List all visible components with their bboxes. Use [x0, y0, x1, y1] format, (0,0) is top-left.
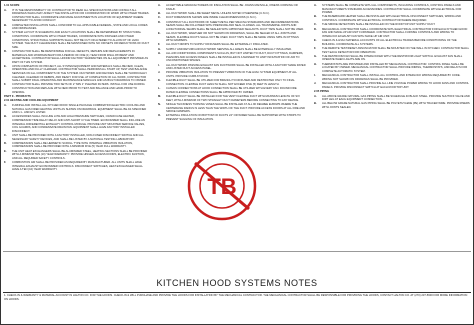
- note-item: [314, 15, 470, 22]
- note-item: [4, 134, 150, 141]
- note-marker: K.: [158, 79, 161, 83]
- note-text: ALL DUCTWORK, WHETHER OR NOT SHOWN ON DRAWINGS, SHALL BE SEALED AT ALL JOINTS AND SEAMS. FLEXIBLE DUCTS SHALL NOT BE USED. DUCT TAPS SHALL BE MADE USING SPIN-IN FITTINGS WITH DAMPERS.: [166, 32, 299, 43]
- notes-column-3: [314, 4, 470, 250]
- note-item: [314, 55, 470, 62]
- note-item: [314, 23, 470, 27]
- note-text: CANVAS CONNECTIONS AT HOOD CONNECTION SHALL BE UTILIZED WITH EVERY FAN. ROUND FIRE RATED FLEXIBLE CONNECTIONS SHALL BE APPROVED BY OWNER.: [166, 87, 297, 94]
- note-marker: A.: [4, 8, 7, 12]
- note-text: FLEXIBLE DUCT SHALL BE INSTALLED FOR THE VENT FLEXIBLE DUCT WITH MAXIMUM LENGTH OF SIX FEET, WITH A MINIMUM OF TWO STRAIGHT DUCT DIAMETERS BEFORE CONNECTING TO ANY DEVICE.: [166, 95, 300, 102]
- note-marker: N.: [158, 103, 161, 107]
- note-text: SUPPLY AND RETURN AIR DUCTWORK SERVING ALL AREAS SHALL BE EXTERNALLY INSULATED.: [166, 47, 292, 51]
- note-item: [158, 87, 306, 94]
- note-text: SINGLE THICKNESS TURNING VANES SHALL BE INSTALLED AT ALL 90 DEGREE ELBOWS WHERE THE CENTERLINE RADIUS IS LESS THAN THE WIDTH OF THE DUCT. PROVIDE ACCESS DOORS AT ALL FIRE AND SMOKE DAMPERS.: [166, 103, 305, 114]
- note-text: PROVIDE VIBRATION ISOLATION TO PREVENT VIBRATION OF THE HVAC SYSTEM EQUIPMENT AT ALL UNITS. PROVIDE CURB AT ROOF.: [166, 71, 297, 79]
- note-text: CONTRACTOR SHALL BE RESPONSIBLE FOR ALL DEFECTS, REPAIRS AND REPLACEMENTS IN MATERIALS AND WORKMANSHIP FOR A PERIOD OF ONE (1) YEAR FROM FINAL PAYMENT AND ACCEPTANCE. CONTRACTOR SHALL HONOR FACTORY WARRANTIES ON ALL EQUIPMENT PROVIDED AS PART OF THIS SYSTEM.: [12, 49, 149, 64]
- note-marker: C.: [314, 23, 317, 27]
- note-marker: A.: [314, 4, 317, 7]
- note-text: COMPRESSORS SHALL BE HERMETIC SCROLL TYPE WITH INTERNAL VIBRATION ISOLATION, COMPRESSORS SHALL BE PROVIDED WITH A MINIMUM FIVE (5) YEAR FULL WARRANTY.: [12, 141, 133, 149]
- note-text: CONSTRUCT ALL DUCTWORK OF SHEET METAL PER SMACNA STANDARDS AND RECOMMENDATIONS. SEAMS SHALL BE FOLLOWED WITH PRESSURE AND SEAL CLASSES. ALL TRANSVERSE JOINTS AND LONGITUDINAL SEAMS SHALL BE SEALED WITH APPROVED SEALANTS. DUCT TAPE SHALL NOT BE USED.: [166, 20, 304, 31]
- note-text: THERMOSTATS ARE PROVIDED AND INSTALLED BY MECHANICAL CONTRACTOR. CONTROL PANEL SHALL BE LOCATED BY OWNER. MECHANICAL CONTRACTOR SHALL PROVIDE WIRING, THERMOSTATS, AND RELAYS FOR COMPLETE AUTOMATIC SYSTEM.: [322, 62, 468, 73]
- note-item: [314, 28, 470, 39]
- note-item: [158, 95, 306, 102]
- note-text: ALL DUCTWORK PASSING EXHAUST FAN DUCTWORK SHALL BE INSTALLED WITH A FACTORY MADE RATED AND LISTED DUCT ACCESS PANEL.: [166, 63, 306, 71]
- note-text: MECHANICAL CONTRACTOR SHALL PROVIDE ALL LINE VOLTAGE POWER WIRING TO HOOD FANS AND CONTROL PANELS. PROVIDE DISCONNECT SWITCH AT EACH ROOFTOP UNIT.: [322, 82, 469, 89]
- note-item: [4, 83, 150, 94]
- note-item: [158, 43, 306, 47]
- section-heading: 2.05 PIPING: [314, 90, 330, 93]
- note-marker: F.: [4, 83, 7, 87]
- note-item: [314, 47, 470, 54]
- title-divider: [3, 292, 471, 293]
- note-marker: G.: [158, 47, 161, 51]
- note-marker: D.: [4, 141, 7, 145]
- note-item: [158, 64, 306, 71]
- note-item: [158, 103, 306, 114]
- note-text: FURNISH AND INSTALL ALL KITCHEN ROOF SINGLE PACKAGE COMBINATION ELECTRIC COOLING AND NATURAL GAS FIRED HEATING UNITS AS SHOWN ON DRAWINGS. EQUIPMENT SHALL BE AS SPECIFIED AND U.L. AND ETL LISTED.: [12, 104, 147, 115]
- stamp-letters: TB: [207, 174, 237, 199]
- note-marker: H.: [158, 52, 161, 56]
- note-text: THE UNIT HEAT EXCHANGERS SHALL BE ALUMINIZED STEEL, HEATING SECTIONS SHALL BE PROVIDED WITH A MINIMUM TEN (10) YEAR WARRANTY. PROVIDE HINGED ACCESS DOORS, ELECTRIC IGNITION, AND ALL REQUIRED SAFETY CONTROLS.: [12, 149, 148, 160]
- note-marker: J.: [158, 71, 161, 75]
- note-marker: C.: [4, 31, 7, 35]
- items-1a: [4, 9, 150, 95]
- note-marker: I.: [158, 63, 160, 67]
- page-title: KITCHEN HOOD SYSTEMS NOTES: [156, 278, 318, 288]
- note-item: [158, 16, 306, 20]
- note-marker: F.: [314, 47, 317, 50]
- note-item: [314, 4, 470, 15]
- items-1b: [4, 104, 150, 172]
- note-text: ACCEPTABLE MANUFACTURERS OF INSULATION SHALL BE: JOHNS MANVILLE, OWENS CORNING OR KNAUF.: [166, 4, 298, 11]
- note-item: [4, 24, 150, 31]
- note-marker: I.: [314, 74, 316, 78]
- note-marker: C.: [158, 16, 161, 20]
- note-text: ALL ABOVE GRADE NATURAL GAS PIPING SHALL BE SCHEDULE 40 BLACK STEEL. PROVIDE SHUTOFF VALVE AND DIRT LEG AT EACH EQUIPMENT CONNECTION.: [322, 94, 470, 102]
- items-3a: [314, 4, 470, 89]
- note-text: FLEXIBLE DUCT SHALL BE UTILIZED FOR BRANCH TO DIFFUSER AND RESTRICTED ONLY TO FINAL CONNECTION. FLEXIBLE DUCT LENGTH SHALL NOT EXCEED FIVE (5) FEET IN LENGTH.: [166, 79, 295, 86]
- note-marker: B.: [314, 15, 317, 19]
- note-item: [314, 74, 470, 81]
- note-text: COMBUSTION AIR SHALL BE PROVIDED AS REQUIRED BY MANUFACTURER. ALL UNITS SHALL HAVE INTEGRAL EXHAUST ECONOMIZER CONTROLS. DISCONNECT SWITCHES, HEAT EXCHANGER SHALL HAVE A TEN (10) YEAR WARRANTY.: [12, 161, 143, 172]
- note-item: [158, 114, 306, 121]
- note-item: [314, 39, 470, 46]
- note-item: [4, 104, 150, 115]
- note-marker: E.: [314, 39, 317, 43]
- note-text: SYSTEMS SHALL BE COMPLETE WITH ALL COMPONENTS, INCLUDING CONTROLS, CONTROL PANELS AND MANUFACTURER'S STANDARD ACCESSORIES. CONTRACTOR SHALL COORDINATE WITH ELECTRICAL FOR POWER.: [322, 4, 462, 15]
- note-item: [314, 102, 470, 109]
- note-text: CHECK-IN & HVAC MATERIAL ACCOUNTS OF ALL ELECTRICAL TRADES BEFORE CONDITIONING OF THE BUILDING. COORDINATE ALL SYSTEMS.: [322, 39, 457, 46]
- note-item: [158, 48, 306, 52]
- note-marker: H.: [314, 62, 317, 66]
- note-marker: E.: [4, 149, 7, 153]
- note-text: ALL BELOW GRADE NATURAL GAS PIPING SHALL BE POLYETHYLENE (PE) WITH TRACER WIRE. PROVIDE RISERS WITH JOINTS SEALED.: [322, 102, 470, 109]
- note-text: MECHANICAL CONTRACTOR SHALL COORDINATE WITH ELECTRICAL CONTRACTOR FOR EACH KITCHEN HOOD FAN AND MAKE-UP AIR UNIT FURNISHED. CONTRACTOR SHALL FURNISH CONTROLS AND WIRING TO INTERLOCK EXHAUST FAN WITH MAKE-UP AIR UNIT.: [322, 27, 468, 38]
- note-item: [4, 115, 150, 133]
- note-item: [4, 65, 150, 83]
- note-text: IT IS THE RESPONSIBILITY OF CONTRACTOR TO READ ALL SPECIFICATIONS AND CONSULT ALL DRAWINGS WHICH MAY AFFECT THE INSTALLATION OR COORDINATION OF WORK WITH OTHER TRADES. CONTRACTOR SHALL COORDINATE AND MAKE ADJUSTMENTS IN LOCATION OF EQUIPMENT WHERE NECESSARY TO AVOID CONFLICT.: [12, 8, 150, 23]
- note-item: [158, 21, 306, 32]
- items-3b: [314, 95, 470, 110]
- note-marker: M.: [158, 95, 161, 99]
- note-text: MECHANICAL CONTRACTOR SHALL INSTALL ALL CONTROL AND INTERLOCK WIRING REQUIRED BY CODE. WIRING NOT SHOWN ON DRAWINGS SHALL BE PROVIDED.: [322, 74, 461, 81]
- note-item: [314, 82, 470, 89]
- note-text: UPON COMPLETION OF PROJECT, ALL SYSTEM EQUIPMENT AND MATERIALS SHALL BE NEW, CLEAN, OPERATING AND FULLY CHARGED. CONTRACTOR SHALL PERFORM ALL START UP, TEST AND BALANCE SERVICES ON ALL COMPONENTS OF THE SYSTEM. DUCTWORK AND DEVICES SHALL BE THOROUGHLY CLEANED, CLEARED OF DEBRIS, AND READY FOR USE. AT COMPLETION OF ALL WORK, CONTRACTOR SHALL SUBMIT FINAL OPERATING AND MAINTENANCE MANUALS AND AS BUILT DRAWINGS TO OWNER.: [12, 64, 148, 83]
- note-item: [4, 31, 150, 49]
- note-text: CONTRACTOR SHALL PROVIDE TWO SETS OF 2" MIN 1" PLEATED FILTERS. INSTALL FOR USE DURING CONSTRUCTION AND REPLACE WITH NEW PRIOR TO TEST AND BALANCE AND HAND-PRIOR TO OPENING.: [12, 83, 145, 94]
- note-text: THE RESTROOM FAN SHALL BE INTERLOCKED WITH THE RESTROOM LIGHT SWITCH. EXHAUST FAN SHALL OPERATE WHEN LIGHTS ARE ON.: [322, 54, 463, 62]
- section-heading: PART II - PRODUCTS: [4, 94, 31, 98]
- note-item: [158, 79, 306, 86]
- note-marker: B.: [158, 11, 161, 15]
- note-item: [4, 150, 150, 161]
- note-text: EXTERNAL INSULATION ON BOTTOM OF DUCTS 24" OR WIDER SHALL BE SUPPORTED WITH STRIPS TO PREVENT SAGGING OF INSULATION.: [166, 114, 301, 122]
- note-item: [4, 161, 150, 172]
- note-item: [158, 4, 306, 11]
- note-marker: L.: [158, 87, 161, 91]
- note-marker: D.: [158, 20, 161, 24]
- note-marker: F.: [158, 43, 161, 47]
- note-marker: A.: [4, 104, 7, 107]
- note-item: [4, 142, 150, 149]
- note-marker: O.: [158, 114, 161, 118]
- note-marker: A.: [158, 4, 161, 7]
- note-marker: C.: [4, 133, 7, 137]
- note-text: DUCT DIMENSIONS SHOWN ARE INSIDE CLEAR DIMENSIONS (U.N.O.).: [166, 16, 258, 20]
- note-text: THE SMOKE DETECTORS SHALL BE INSTALLED ON THE ROOFTOP UNIT SUPPLY DUCT.: [322, 23, 436, 27]
- note-marker: B.: [314, 102, 317, 106]
- note-item: [158, 71, 306, 78]
- notes-column-1: [4, 4, 150, 250]
- note-marker: D.: [4, 49, 7, 53]
- note-text: SYSTEM LAYOUT IS SCHEMATIC AND EXACT LOCATIONS SHALL BE DETERMINED BY STRUCTURAL CONDITIONS. COORDINATE WITH OTHER TRADES, COORDINATE WITH FINISHES AND OTHER CONDITIONS. STRUCTURAL SUPPORTS SHALL NOT BE CUT OR ALTERED TO ALLOW FIT OF HVAC SYSTEM. THE DUCT CLEARANCES SHALL BE MAINTAINED WITH NO OFFSETS OR REDUCTIONS OF DUCT SIZE.: [12, 31, 150, 49]
- engineer-seal-stamp: [187, 151, 257, 221]
- note-marker: B.: [4, 23, 7, 27]
- note-text: THE BASEBOARD HEATER SHALL BE INSTALLED WITH ELECTRICAL DISCONNECT SWITCHES, WIRING AND CONTROLS. COORDINATE WITH ELECTRICAL CONTRACTOR WHERE REQUIRED.: [322, 15, 461, 22]
- note-marker: J.: [314, 82, 317, 86]
- note-text: COMPLETED INSTALLATION SHALL CONFORM TO ALL APPLICABLE FEDERAL, STATE AND LOCAL CODES AND ORDINANCES.: [12, 23, 148, 31]
- subsection-heading: 2.01 HEATING AND COOLING EQUIPMENT: [4, 99, 59, 103]
- note-marker: E.: [158, 32, 161, 36]
- note-marker: B.: [4, 115, 7, 119]
- note-text: ALL DUCT DROPS TO SUPPLY DIFFUSERS SHALL BE EXTERNALLY INSULATED.: [166, 43, 269, 47]
- note-item: [314, 95, 470, 102]
- note-marker: D.: [314, 27, 317, 31]
- note-item: [314, 63, 470, 74]
- items-2a: [158, 4, 306, 122]
- note-text: ACCESSORIES SHALL INCLUDE LOW AND HIGH PRESSURE SWITCHES, CRANKCASE HEATER, COMPRESSOR TIME DELAY RELAY AND ANTI-SHORT CYCLE TIMER. ECONOMIZER SHALL INCLUDE AN INTEGRAL DIFFERENTIAL ENTHALPY CONTROL MODULE. PROVIDE UNIT MOUNTED SERVICE VALVES, COIL GUARDS, AND CONDENSATE DRAIN PAN. EQUIPMENT SHALL HAVE FACTORY INSTALLED DISCONNECT.: [12, 115, 145, 133]
- note-text: THE REMOTE TEST/RESET ANNUNCIATOR SHALL BE MOUNTED ON THE WALL IN KITCHEN. CONTRACTOR SHALL TEST EACH DETECTOR FOR OPERATION.: [322, 47, 469, 54]
- note-text: UNIT SHALL BE PROVIDED WITH A FACTORY INSTALLED, NON-FUSED DISCONNECT SWITCH AND ALL NECESSARY SAFETY DEVICES, AND SHALL BE LISTED BY A NATIONAL TESTING LABORATORY.: [12, 133, 144, 141]
- note-marker: F.: [4, 161, 7, 165]
- note-text: ALL DUCTWORK SHALL BE SHEET METAL UNLESS NOTED OTHERWISE (U.N.O.).: [166, 11, 270, 15]
- note-item: [158, 12, 306, 16]
- section-heading: 1.01 SCOPE: [4, 4, 20, 7]
- note-item: [158, 52, 306, 63]
- note-item: [4, 50, 150, 64]
- note-marker: E.: [4, 64, 7, 68]
- footer-note: 1. CHECK-IN & WARRANTY & MATERIAL ACCOUNT IN HALTON CO. FOR THE HOODS. CHECK-IN & WILL PURCHASE AND PROVIDE THE HOODS FOR INSTALLATION BY THE MECHANICAL CONTRACTOR. THE MECHANICAL CONTRACTOR SHALL BE RESPONSIBLE FOR PROVIDING THE HOODS, CONTACT HALTON CO. AT (270) 237-5600 FOR MORE INFORMATION ON HOODS.: [4, 294, 468, 301]
- note-item: [4, 9, 150, 23]
- note-marker: G.: [314, 54, 317, 58]
- note-item: [158, 32, 306, 43]
- note-text: ALL AIR CONDITIONING COMPONENTS SUCH AS, BUT NOT LIMITED TO DUCT, DUCT FITTINGS, DAMPERS, PLENUMS AND ACCESS PANELS SHALL BE INSTALLED IN A MANNER TO LIMIT INFILTRATION OF AIR TO UNCONDITIONED SPACES.: [166, 52, 304, 63]
- note-marker: A.: [314, 94, 317, 98]
- divider-line: [3, 251, 471, 252]
